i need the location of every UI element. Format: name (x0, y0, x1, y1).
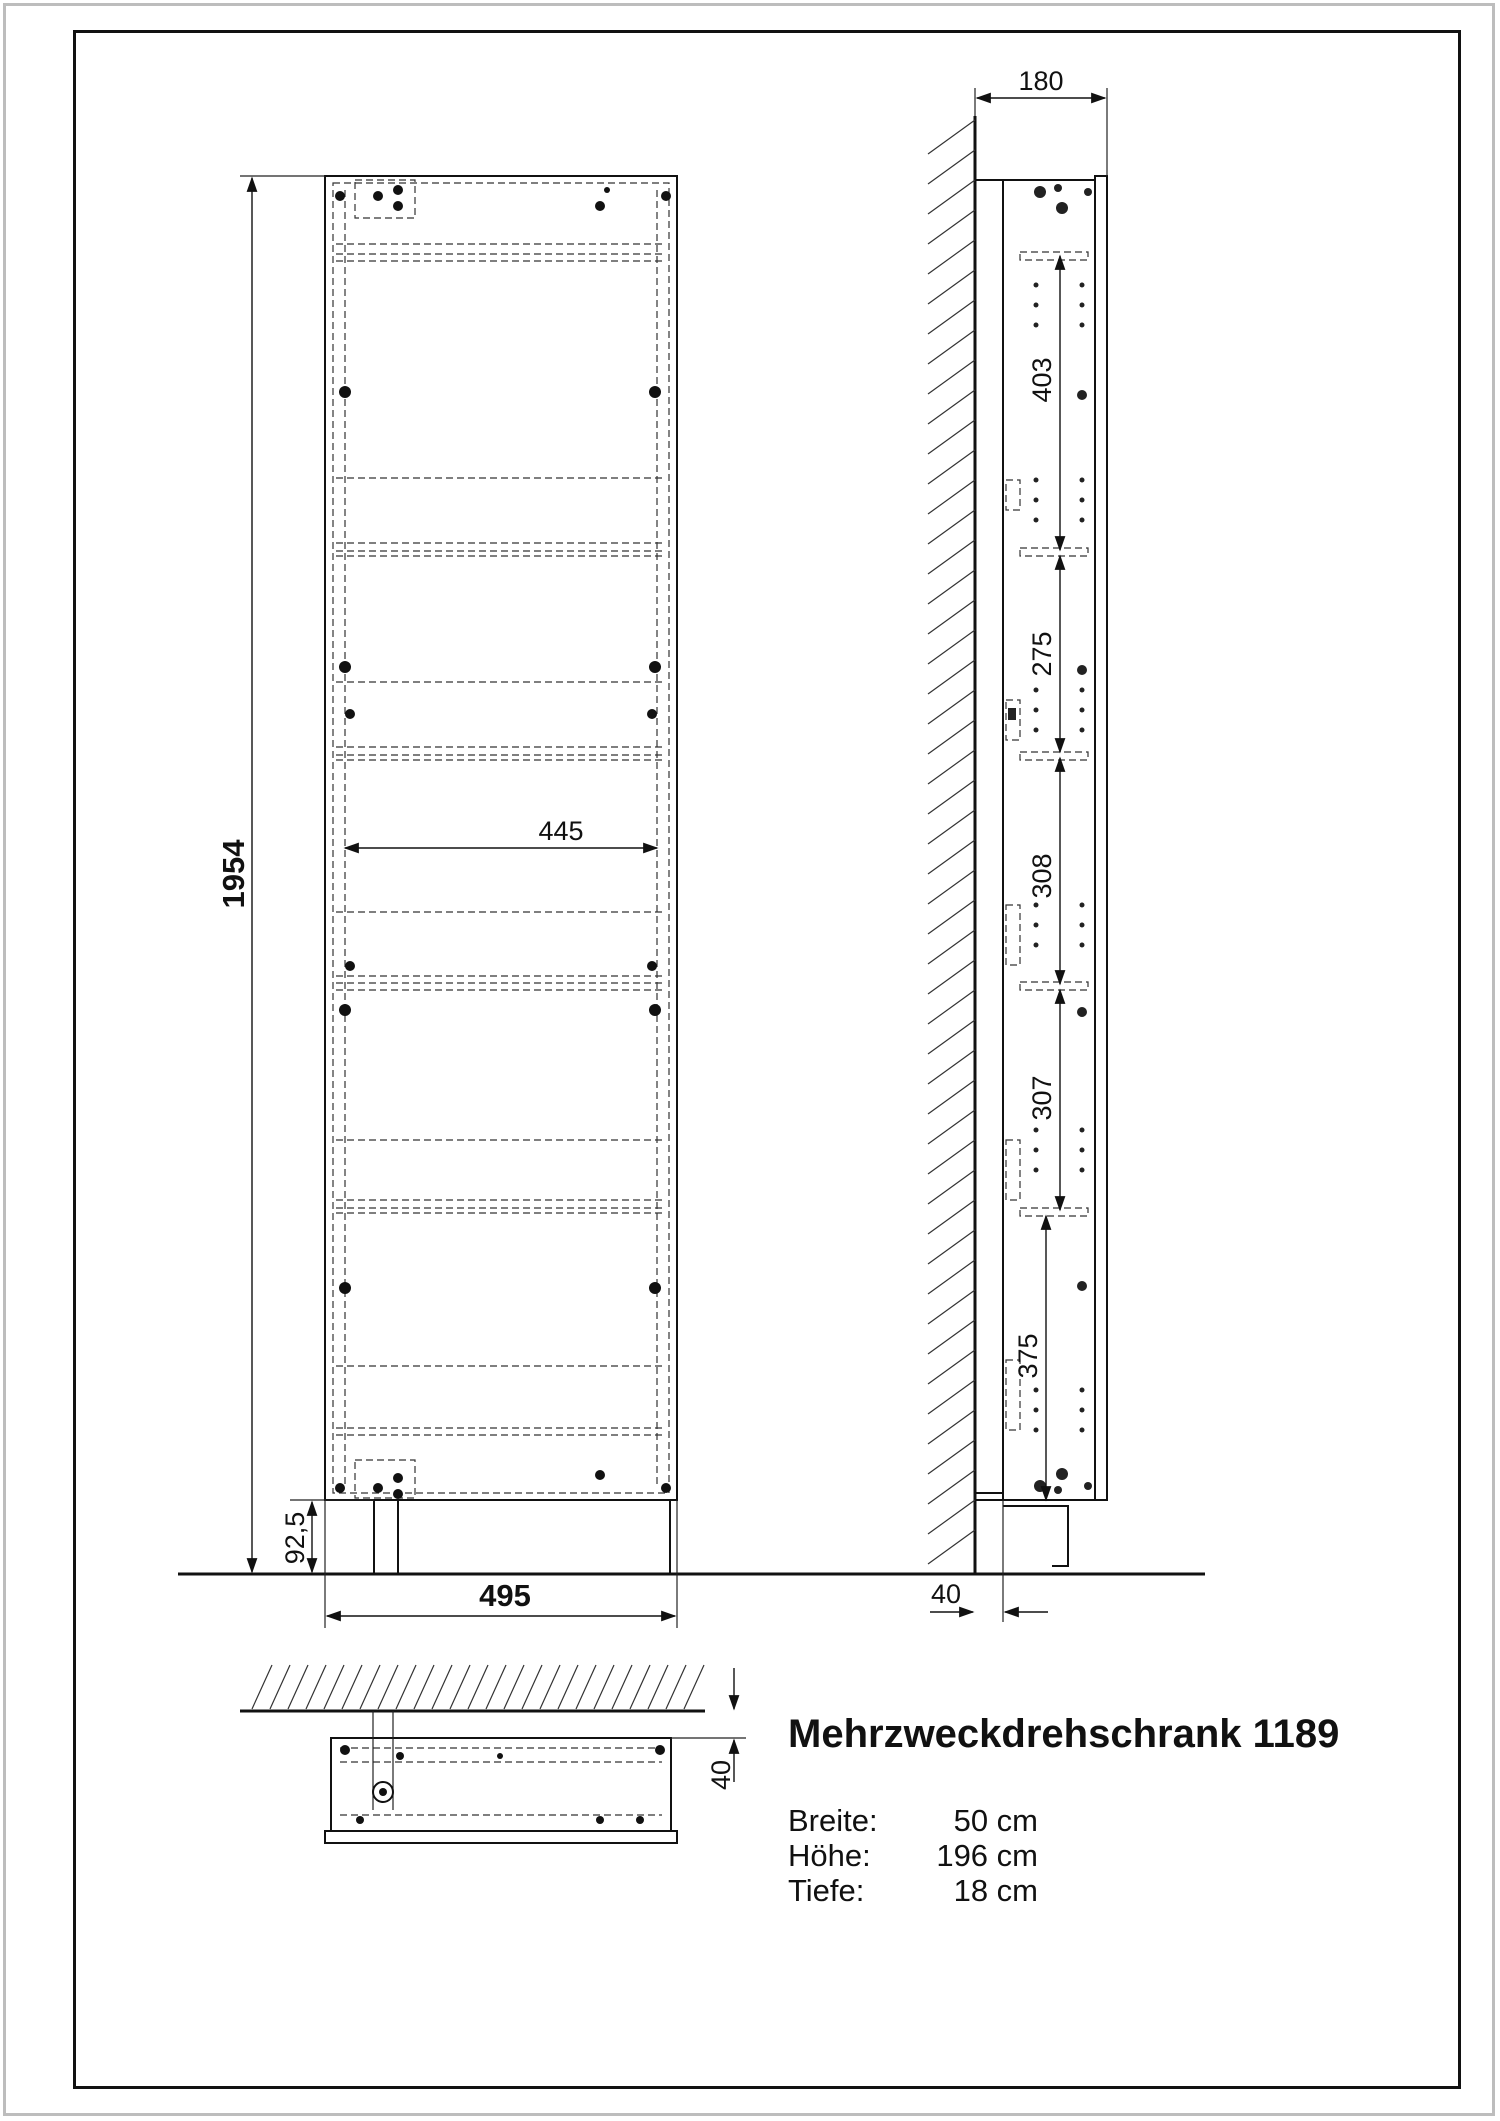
top-cabinet-outline (331, 1738, 671, 1831)
spec-label: Höhe: (788, 1838, 871, 1873)
spec-row-height (788, 1838, 1428, 1873)
cabinet-foot (374, 1500, 398, 1574)
dim-inner-width-label: 445 (538, 816, 584, 846)
dim-width-label: 495 (479, 1578, 531, 1613)
dim-spacing-5-label: 375 (1013, 1333, 1043, 1379)
shelves (336, 244, 666, 1435)
cabinet-door-edge (1095, 176, 1107, 1500)
wall-hatch (928, 120, 975, 1564)
product-title: Mehrzweckdrehschrank 1189 (788, 1712, 1340, 1756)
spec-label: Tiefe: (788, 1873, 865, 1908)
top-door-outline (325, 1831, 677, 1843)
top-wall-gap-label: 40 (706, 1759, 736, 1791)
side-view (928, 66, 1107, 1622)
dim-height-label: 1954 (216, 839, 251, 909)
front-view (216, 176, 677, 1628)
dim-spacing-1-label: 403 (1027, 357, 1057, 403)
wall-bracket (1003, 1506, 1068, 1566)
dim-spacing-4-label: 307 (1027, 1075, 1057, 1121)
hinges (335, 180, 671, 1499)
spec-row-depth (788, 1873, 1428, 1908)
title-block (788, 1712, 1428, 1908)
dim-spacing-3-label: 308 (1027, 853, 1057, 899)
dim-spacing-2-label: 275 (1027, 631, 1057, 677)
dim-wall-gap-label: 40 (930, 1579, 962, 1609)
spec-row-width (788, 1803, 1428, 1838)
spec-value: 196 cm (936, 1838, 1038, 1873)
dim-foot-label: 92,5 (280, 1511, 310, 1565)
cabinet-front-outline (325, 176, 677, 1500)
dim-depth-label: 180 (1018, 66, 1064, 96)
spec-label: Breite: (788, 1803, 878, 1838)
top-view (240, 1665, 746, 1843)
spec-value: 18 cm (953, 1873, 1038, 1908)
spec-value: 50 cm (953, 1803, 1038, 1838)
